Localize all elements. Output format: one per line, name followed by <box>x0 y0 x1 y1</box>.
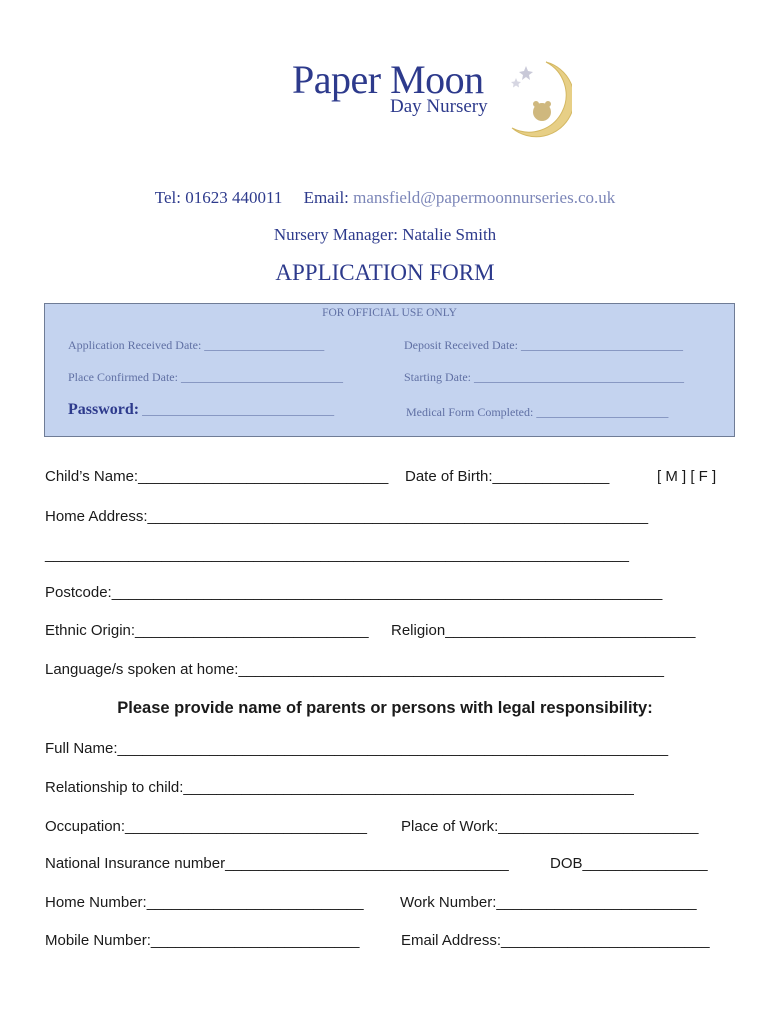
place-of-work-field[interactable]: Place of Work:________________________ <box>401 818 699 835</box>
language-field[interactable]: Language/s spoken at home:___________________________________________________ <box>45 661 664 678</box>
password-label: Password: <box>68 401 140 418</box>
relationship-field[interactable]: Relationship to child:______________________________________________________ <box>45 779 634 796</box>
home-number-field[interactable]: Home Number:__________________________ <box>45 894 364 911</box>
email-link[interactable]: mansfield@papermoonnurseries.co.uk <box>353 188 616 207</box>
parents-heading: Please provide name of parents or persons with legal responsibility: <box>117 699 653 717</box>
mobile-number-field[interactable]: Mobile Number:_________________________ <box>45 932 360 949</box>
form-title: APPLICATION FORM <box>275 260 495 285</box>
national-insurance-field[interactable]: National Insurance number__________________________________ <box>45 855 509 872</box>
moon-bear-icon <box>506 56 572 148</box>
child-name-row <box>45 468 388 485</box>
deposit-received-date-field[interactable]: Deposit Received Date: ___________________________ <box>404 338 683 352</box>
home-address-field[interactable]: Home Address:____________________________________________________________ <box>45 508 649 525</box>
official-use-panel <box>44 303 735 437</box>
official-use-heading: FOR OFFICIAL USE ONLY <box>322 307 457 319</box>
starting-date-field[interactable]: Starting Date: ___________________________________ <box>404 370 684 384</box>
home-address-line-2[interactable]: ______________________________________________________________________ <box>45 546 629 563</box>
religion-field[interactable]: Religion______________________________ <box>391 622 696 639</box>
password-line: ________________________________ <box>142 403 335 417</box>
password-field[interactable] <box>68 401 334 419</box>
postcode-field[interactable]: Postcode:__________________________________________________________________ <box>45 584 663 601</box>
nursery-manager: Nursery Manager: Natalie Smith <box>273 225 497 244</box>
medical-form-completed-field[interactable]: Medical Form Completed: ______________________ <box>406 405 669 419</box>
child-dob-field[interactable]: Date of Birth:______________ <box>405 468 610 485</box>
parent-full-name-field[interactable]: Full Name:__________________________________________________________________ <box>45 740 669 757</box>
parent-dob-field[interactable]: DOB_______________ <box>550 855 708 872</box>
child-name-field[interactable]: Child’s Name:______________________________ <box>45 468 389 485</box>
tel-value: 01623 440011 <box>185 188 283 207</box>
occupation-field[interactable]: Occupation:_____________________________ <box>45 818 367 835</box>
email-address-field[interactable]: Email Address:_________________________ <box>401 932 710 949</box>
logo-subtitle: Day Nursery <box>390 96 488 117</box>
email-label: Email: <box>303 188 349 207</box>
ethnic-origin-field[interactable]: Ethnic Origin:____________________________ <box>45 622 369 639</box>
gender-choice[interactable]: [ M ] [ F ] <box>657 468 717 485</box>
application-received-date-field[interactable]: Application Received Date: ____________________ <box>68 338 325 352</box>
paper-moon-logo <box>288 54 578 150</box>
logo-name: Paper Moon <box>292 57 484 102</box>
work-number-field[interactable]: Work Number:________________________ <box>400 894 697 911</box>
place-confirmed-date-field[interactable]: Place Confirmed Date: ___________________________ <box>68 370 343 384</box>
tel-label: Tel: <box>154 188 181 207</box>
contact-line <box>0 188 770 208</box>
